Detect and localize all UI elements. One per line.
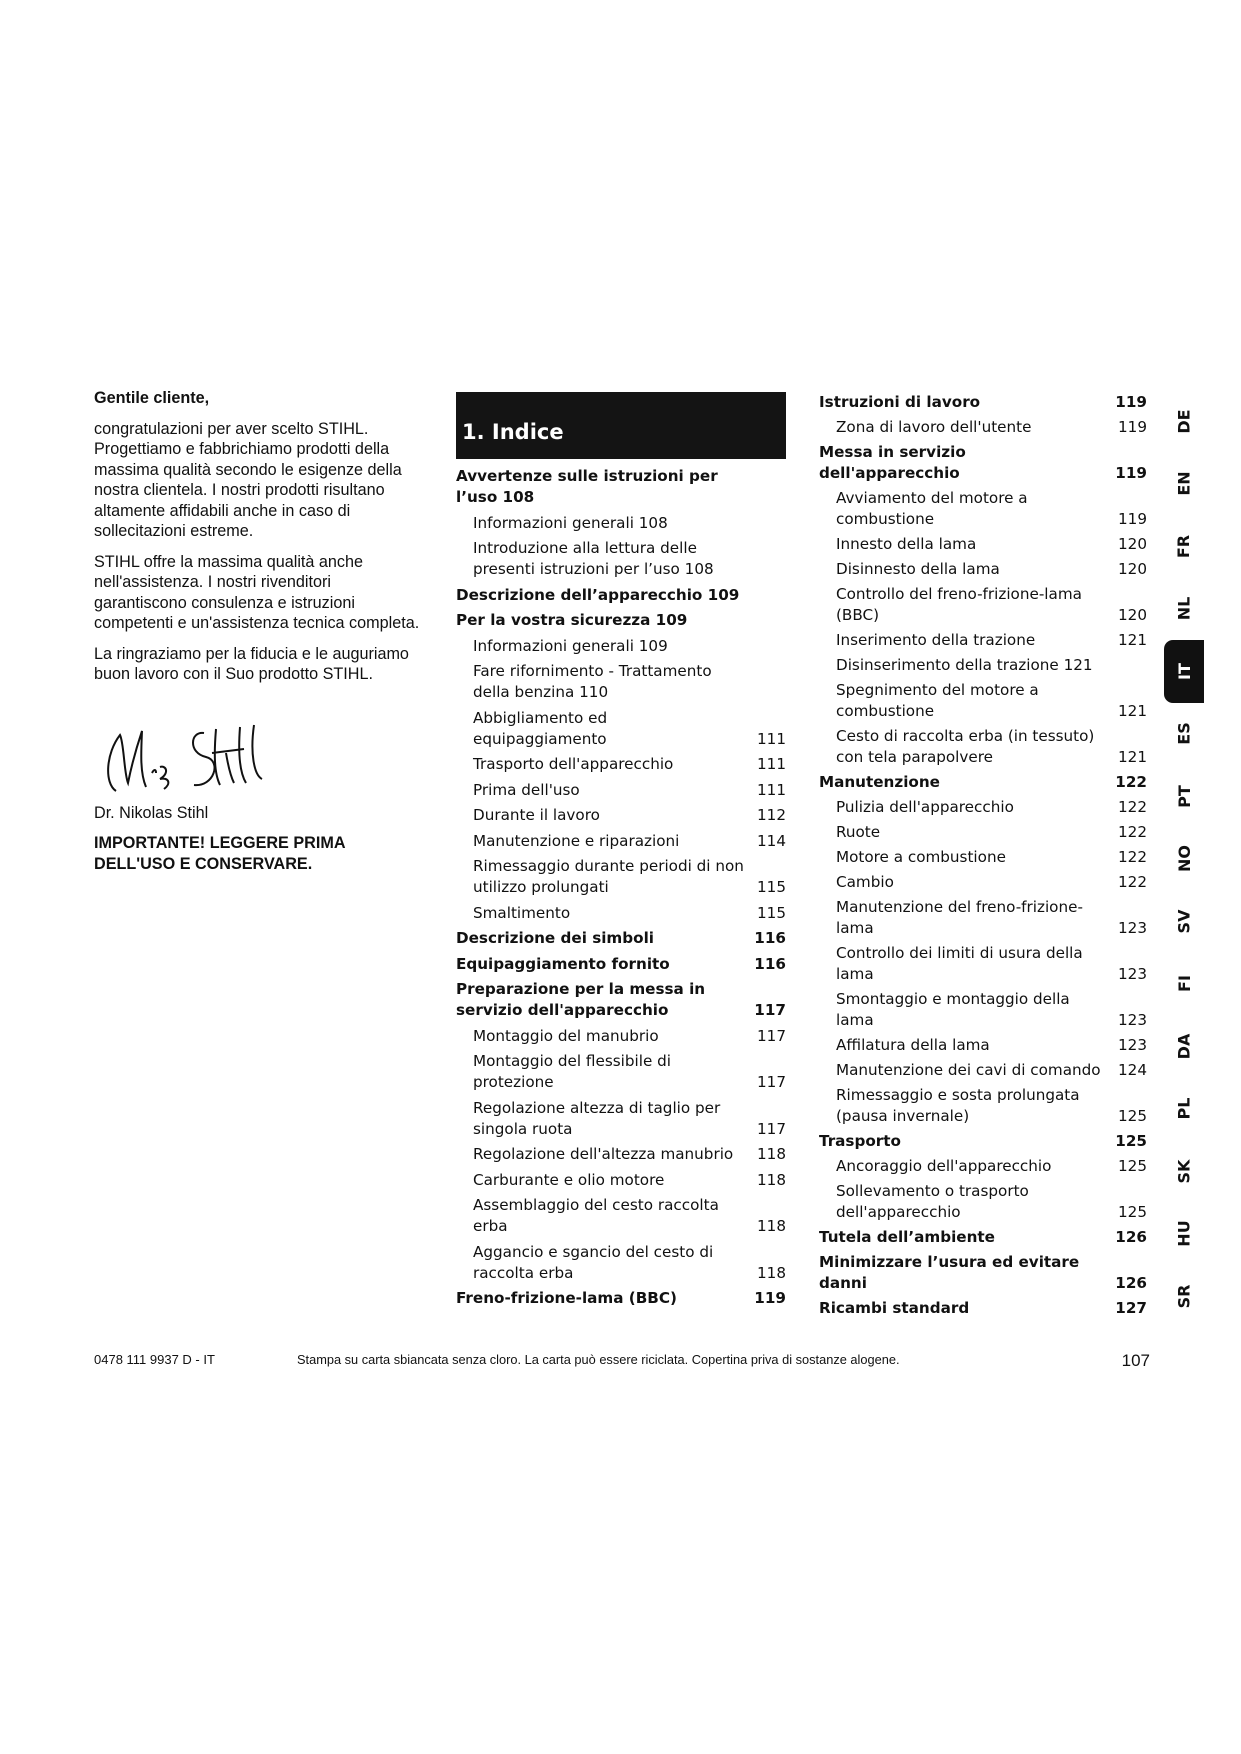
language-tab-de[interactable] bbox=[1164, 390, 1204, 453]
toc-section-entry[interactable] bbox=[456, 979, 786, 1021]
language-tab-label: NO bbox=[1174, 845, 1194, 873]
toc-entry-page: 127 bbox=[1115, 1299, 1147, 1317]
toc-section-entry[interactable] bbox=[456, 610, 786, 631]
toc-section-entry[interactable] bbox=[456, 954, 786, 975]
toc-left-column bbox=[456, 392, 786, 1314]
language-tab-label: FI bbox=[1174, 975, 1194, 993]
toc-entry-page: 122 bbox=[1118, 823, 1147, 841]
toc-subsection-entry[interactable] bbox=[819, 1156, 1147, 1177]
intro-paragraph: congratulazioni per aver scelto STIHL. Progettiamo e fabbrichiamo prodotti della massima qualità secondo le esigenze della nostra clientela. I nostri prodotti risultano altamente affidabili anche in caso di sollecitazioni estreme. bbox=[94, 419, 402, 540]
toc-entry-title: Trasporto dell'apparecchio bbox=[473, 755, 674, 773]
toc-entry-title: Manutenzione dei cavi di comando bbox=[836, 1061, 1101, 1079]
toc-subsection-entry[interactable] bbox=[819, 1060, 1147, 1081]
toc-entry-title: Cambio bbox=[836, 873, 894, 891]
toc-entry-title: Ancoraggio dell'apparecchio bbox=[836, 1157, 1052, 1175]
toc-subsection-entry[interactable] bbox=[456, 903, 786, 924]
toc-entry-title: Montaggio del manubrio bbox=[473, 1026, 659, 1045]
toc-entry-title: Avviamento del motore a combustione bbox=[836, 489, 1028, 528]
language-tab-sr[interactable] bbox=[1164, 1265, 1204, 1328]
toc-subsection-entry[interactable] bbox=[456, 538, 786, 580]
toc-entry-title: Abbigliamento ed equipaggiamento bbox=[473, 708, 608, 748]
toc-subsection-entry[interactable] bbox=[819, 989, 1147, 1031]
toc-entry-title: Messa in servizio dell'apparecchio bbox=[819, 443, 966, 482]
language-tab-es[interactable] bbox=[1164, 703, 1204, 766]
toc-subsection-entry[interactable] bbox=[819, 847, 1147, 868]
toc-subsection-entry[interactable] bbox=[819, 1085, 1147, 1127]
toc-entry-page: 117 bbox=[757, 1119, 786, 1138]
language-tab-label: PL bbox=[1174, 1097, 1194, 1120]
toc-entry-page: 117 bbox=[754, 1001, 786, 1019]
toc-subsection-entry[interactable] bbox=[456, 636, 786, 657]
toc-entry-page: 120 bbox=[1118, 560, 1147, 578]
toc-subsection-entry[interactable] bbox=[819, 655, 1147, 676]
language-tab-label: HU bbox=[1174, 1220, 1194, 1247]
toc-subsection-entry[interactable] bbox=[819, 630, 1147, 651]
intro-paragraph: La ringraziamo per la fiducia e le auguriamo buon lavoro con il Suo prodotto STIHL. bbox=[94, 644, 409, 683]
toc-entry-title: Smaltimento bbox=[473, 903, 571, 922]
toc-subsection-entry[interactable] bbox=[819, 680, 1147, 722]
toc-entry-page: 123 bbox=[1118, 1011, 1147, 1029]
toc-subsection-entry[interactable] bbox=[456, 708, 786, 750]
language-tab-label: SV bbox=[1174, 909, 1194, 934]
toc-entry-title: Assemblaggio del cesto raccolta erba bbox=[473, 1196, 719, 1235]
language-tab-no[interactable] bbox=[1164, 828, 1204, 891]
toc-subsection-entry[interactable] bbox=[819, 488, 1147, 530]
toc-entry-title: Pulizia dell'apparecchio bbox=[836, 798, 1014, 816]
toc-entry-title: Controllo del freno-frizione-lama (BBC) bbox=[836, 585, 1082, 624]
language-tab-label: SK bbox=[1174, 1159, 1194, 1184]
toc-entry-page: 124 bbox=[1118, 1061, 1147, 1079]
language-tab-sk[interactable] bbox=[1164, 1140, 1204, 1203]
toc-entry-page: 121 bbox=[1118, 702, 1147, 720]
toc-subsection-entry[interactable] bbox=[456, 1170, 786, 1191]
toc-entry-page: 118 bbox=[757, 1217, 786, 1235]
toc-subsection-entry[interactable] bbox=[456, 856, 786, 898]
toc-entry-title: Ricambi standard bbox=[819, 1299, 970, 1317]
language-tab-pt[interactable] bbox=[1164, 765, 1204, 828]
toc-subsection-entry[interactable] bbox=[456, 754, 786, 775]
toc-section-entry[interactable] bbox=[456, 585, 786, 606]
language-tab-pl[interactable] bbox=[1164, 1078, 1204, 1141]
toc-entry-title: Prima dell'uso bbox=[473, 780, 580, 799]
toc-section-entry[interactable] bbox=[456, 928, 786, 949]
signer-name: Dr. Nikolas Stihl bbox=[94, 803, 209, 822]
toc-subsection-entry[interactable] bbox=[456, 1051, 786, 1093]
toc-entry-page: 116 bbox=[754, 929, 786, 947]
toc-entry-page: 125 bbox=[1118, 1107, 1147, 1125]
toc-entry-page: 115 bbox=[757, 903, 786, 922]
toc-subsection-entry[interactable] bbox=[456, 1242, 786, 1284]
toc-entry-page: 126 bbox=[1115, 1228, 1147, 1246]
toc-entry-page: 122 bbox=[1118, 873, 1147, 891]
language-tab-da[interactable] bbox=[1164, 1015, 1204, 1078]
toc-entry-page: 114 bbox=[757, 831, 786, 850]
toc-entry-title: Motore a combustione bbox=[836, 848, 1006, 866]
toc-entry-title: Aggancio e sgancio del cesto di raccolta erba bbox=[473, 1242, 714, 1282]
toc-entry-page: 123 bbox=[1118, 919, 1147, 937]
toc-section-entry[interactable] bbox=[819, 1227, 1147, 1248]
language-tab-fr[interactable] bbox=[1164, 515, 1204, 578]
toc-subsection-entry[interactable] bbox=[456, 661, 786, 703]
toc-entry-title: Manutenzione e riparazioni bbox=[473, 831, 680, 850]
toc-entry-title: Spegnimento del motore a combustione bbox=[836, 681, 1039, 720]
document-code: 0478 111 9937 D - IT bbox=[94, 1352, 215, 1367]
toc-subsection-entry[interactable] bbox=[819, 726, 1147, 768]
page-footer bbox=[94, 1352, 1150, 1372]
toc-subsection-entry[interactable] bbox=[819, 797, 1147, 818]
toc-section-entry[interactable] bbox=[819, 1298, 1147, 1319]
toc-entry-title: Introduzione alla lettura delle presenti istruzioni per l’uso 108 bbox=[473, 539, 714, 578]
toc-entry-page: 119 bbox=[754, 1289, 786, 1307]
toc-entry-page: 119 bbox=[1118, 510, 1147, 528]
toc-entry-page: 111 bbox=[757, 755, 786, 773]
toc-subsection-entry[interactable] bbox=[819, 1035, 1147, 1056]
toc-subsection-entry[interactable] bbox=[456, 1098, 786, 1140]
toc-entry-page: 112 bbox=[757, 806, 786, 824]
toc-entry-page: 120 bbox=[1118, 606, 1147, 624]
toc-entry-page: 125 bbox=[1115, 1132, 1147, 1150]
toc-entry-title: Disinnesto della lama bbox=[836, 560, 1000, 578]
language-tab-label: ES bbox=[1174, 722, 1194, 745]
language-tab-label: DA bbox=[1174, 1033, 1194, 1060]
toc-section-entry[interactable] bbox=[819, 442, 1147, 484]
language-tab-label: FR bbox=[1174, 534, 1194, 558]
signature-image bbox=[94, 713, 274, 803]
toc-subsection-entry[interactable] bbox=[456, 513, 786, 534]
toc-entry-title: Descrizione dei simboli bbox=[456, 929, 654, 947]
toc-entry-title: Per la vostra sicurezza 109 bbox=[456, 611, 688, 629]
toc-title: 1. Indice bbox=[456, 392, 786, 459]
toc-entry-title: Innesto della lama bbox=[836, 535, 977, 553]
toc-entry-title: Minimizzare l’usura ed evitare danni bbox=[819, 1253, 1080, 1292]
language-tab-label: IT bbox=[1174, 662, 1194, 680]
toc-entry-title: Regolazione dell'altezza manubrio bbox=[473, 1145, 734, 1163]
toc-entry-title: Tutela dell’ambiente bbox=[819, 1228, 995, 1246]
toc-entry-title: Sollevamento o trasporto dell'apparecchio bbox=[836, 1182, 1029, 1221]
toc-entry-page: 117 bbox=[757, 1073, 786, 1091]
toc-entry-page: 125 bbox=[1118, 1157, 1147, 1175]
toc-entry-title: Disinserimento della trazione 121 bbox=[836, 656, 1093, 674]
toc-entry-title: Manutenzione del freno-frizione-lama bbox=[836, 898, 1083, 937]
toc-entry-page: 119 bbox=[1118, 418, 1147, 436]
language-tab-hu[interactable] bbox=[1164, 1203, 1204, 1266]
toc-subsection-entry[interactable] bbox=[456, 780, 786, 801]
language-tab-label: DE bbox=[1174, 409, 1194, 434]
toc-entry-page: 123 bbox=[1118, 1036, 1147, 1054]
toc-entry-page: 122 bbox=[1118, 848, 1147, 866]
page-number: 107 bbox=[1121, 1351, 1150, 1370]
language-tab-en[interactable] bbox=[1164, 453, 1204, 516]
toc-subsection-entry[interactable] bbox=[456, 805, 786, 826]
toc-entry-page: 119 bbox=[1115, 393, 1147, 411]
toc-subsection-entry[interactable] bbox=[456, 1195, 786, 1237]
toc-subsection-entry[interactable] bbox=[456, 1026, 786, 1047]
toc-entry-title: Rimessaggio durante periodi di non utilizzo prolungati bbox=[473, 857, 744, 896]
toc-entry-title: Regolazione altezza di taglio per singola ruota bbox=[473, 1098, 721, 1138]
toc-section-entry[interactable] bbox=[819, 1252, 1147, 1294]
toc-entry-title: Manutenzione bbox=[819, 773, 940, 791]
toc-subsection-entry[interactable] bbox=[819, 872, 1147, 893]
greeting: Gentile cliente, bbox=[94, 389, 210, 407]
intro-column bbox=[94, 388, 424, 884]
language-tab-fi[interactable] bbox=[1164, 953, 1204, 1016]
toc-entry-title: Informazioni generali 109 bbox=[473, 636, 668, 655]
important-notice: IMPORTANTE! LEGGERE PRIMA DELL'USO E CONSERVARE. bbox=[94, 834, 345, 873]
toc-entry-title: Zona di lavoro dell'utente bbox=[836, 418, 1032, 436]
toc-entry-title: Descrizione dell’apparecchio 109 bbox=[456, 585, 740, 604]
toc-subsection-entry[interactable] bbox=[819, 943, 1147, 985]
toc-entry-title: Durante il lavoro bbox=[473, 806, 600, 824]
toc-entry-page: 121 bbox=[1118, 631, 1147, 649]
toc-entry-title: Trasporto bbox=[819, 1132, 901, 1150]
language-tab-label: NL bbox=[1174, 596, 1194, 621]
toc-section-entry[interactable] bbox=[819, 1131, 1147, 1152]
toc-entry-page: 122 bbox=[1118, 798, 1147, 816]
language-tab-label: EN bbox=[1174, 471, 1194, 496]
intro-paragraph: STIHL offre la massima qualità anche nell'assistenza. I nostri rivenditori garantiscono consulenza e istruzioni competenti e un'assistenza tecnica completa. bbox=[94, 552, 420, 632]
toc-section-entry[interactable] bbox=[456, 1288, 786, 1309]
toc-entry-title: Montaggio del flessibile di protezione bbox=[473, 1052, 672, 1091]
toc-subsection-entry[interactable] bbox=[819, 559, 1147, 580]
toc-subsection-entry[interactable] bbox=[819, 1181, 1147, 1223]
toc-entry-title: Preparazione per la messa in servizio dell'apparecchio bbox=[456, 980, 706, 1019]
toc-subsection-entry[interactable] bbox=[819, 584, 1147, 626]
toc-entry-page: 126 bbox=[1115, 1274, 1147, 1292]
language-tab-sv[interactable] bbox=[1164, 890, 1204, 953]
toc-section-entry[interactable] bbox=[819, 392, 1147, 413]
toc-entry-title: Controllo dei limiti di usura della lama bbox=[836, 944, 1083, 983]
toc-entry-page: 115 bbox=[757, 878, 786, 896]
print-note: Stampa su carta sbiancata senza cloro. La carta può essere riciclata. Copertina priva di sostanze alogene. bbox=[297, 1352, 900, 1367]
toc-entry-title: Equipaggiamento fornito bbox=[456, 954, 670, 973]
language-tabs bbox=[1164, 390, 1204, 1328]
toc-entry-page: 122 bbox=[1115, 773, 1147, 791]
toc-entry-page: 117 bbox=[757, 1026, 786, 1045]
toc-subsection-entry[interactable] bbox=[456, 831, 786, 852]
toc-entry-title: Inserimento della trazione bbox=[836, 631, 1036, 649]
toc-section-entry[interactable] bbox=[819, 772, 1147, 793]
language-tab-it[interactable] bbox=[1164, 640, 1204, 703]
toc-entry-title: Freno-frizione-lama (BBC) bbox=[456, 1289, 677, 1307]
toc-entry-page: 118 bbox=[757, 1145, 786, 1163]
toc-entry-title: Cesto di raccolta erba (in tessuto) con tela parapolvere bbox=[836, 727, 1095, 766]
toc-entry-title: Avvertenze sulle istruzioni per l’uso 108 bbox=[456, 467, 718, 506]
language-tab-label: SR bbox=[1174, 1284, 1194, 1309]
toc-entry-page: 118 bbox=[757, 1263, 786, 1282]
toc-entry-page: 120 bbox=[1118, 535, 1147, 553]
toc-entry-title: Carburante e olio motore bbox=[473, 1170, 665, 1189]
toc-section-entry[interactable] bbox=[456, 466, 786, 508]
toc-entry-page: 118 bbox=[757, 1170, 786, 1189]
toc-entry-page: 121 bbox=[1118, 748, 1147, 766]
toc-right-column bbox=[819, 392, 1147, 1323]
toc-subsection-entry[interactable] bbox=[819, 897, 1147, 939]
language-tab-label: PT bbox=[1174, 784, 1194, 808]
toc-entry-page: 111 bbox=[757, 729, 786, 748]
toc-entry-page: 125 bbox=[1118, 1203, 1147, 1221]
toc-subsection-entry[interactable] bbox=[456, 1144, 786, 1165]
toc-entry-title: Informazioni generali 108 bbox=[473, 513, 668, 532]
toc-entry-title: Rimessaggio e sosta prolungata (pausa invernale) bbox=[836, 1086, 1080, 1125]
toc-entry-title: Fare rifornimento - Trattamento della benzina 110 bbox=[473, 662, 712, 701]
toc-entry-title: Smontaggio e montaggio della lama bbox=[836, 990, 1070, 1029]
toc-entry-title: Istruzioni di lavoro bbox=[819, 393, 981, 411]
toc-subsection-entry[interactable] bbox=[819, 417, 1147, 438]
toc-subsection-entry[interactable] bbox=[819, 534, 1147, 555]
toc-entry-title: Ruote bbox=[836, 823, 881, 841]
language-tab-nl[interactable] bbox=[1164, 578, 1204, 641]
toc-entry-page: 111 bbox=[757, 780, 786, 799]
toc-entry-page: 123 bbox=[1118, 965, 1147, 983]
toc-entry-title: Affilatura della lama bbox=[836, 1036, 990, 1054]
toc-entry-page: 116 bbox=[754, 954, 786, 973]
toc-subsection-entry[interactable] bbox=[819, 822, 1147, 843]
toc-entry-page: 119 bbox=[1115, 464, 1147, 482]
